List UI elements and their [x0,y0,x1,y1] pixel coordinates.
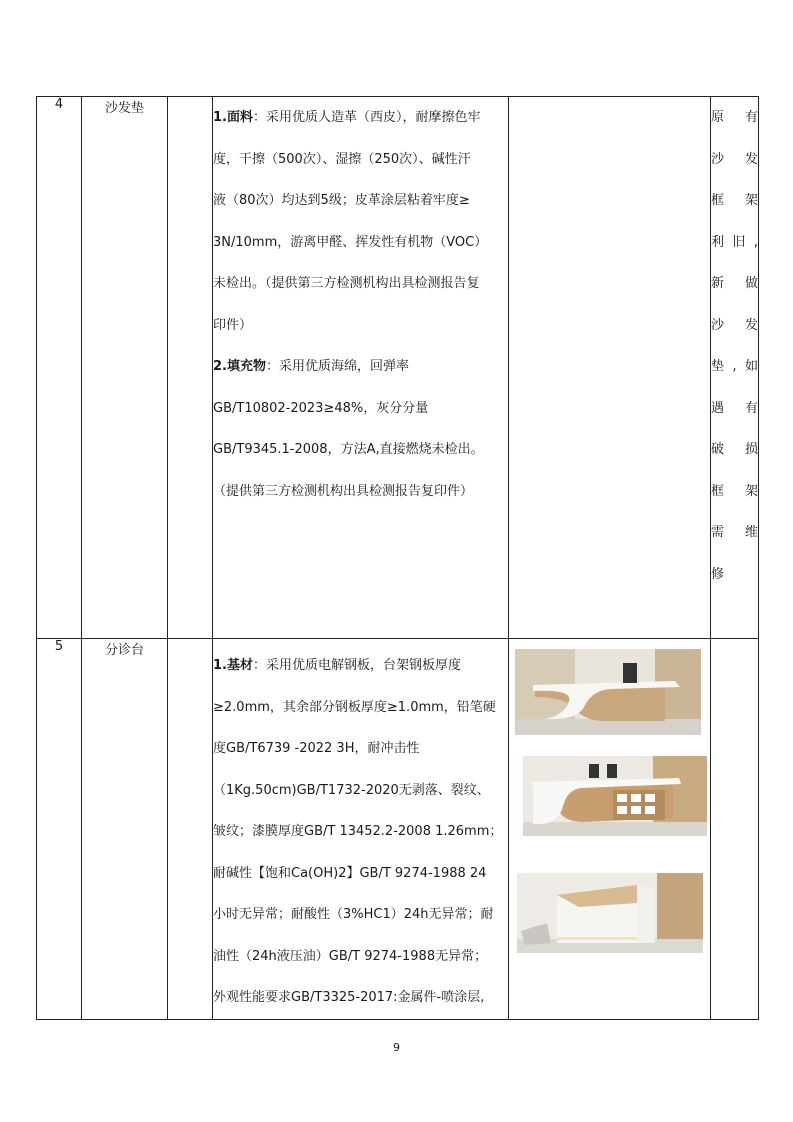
spec-line: GB/T10802-2023≥48%，灰分分量 [213,400,429,416]
spec-line: ≥2.0mm，其余部分钢板厚度≥1.0mm，铅笔硬 [213,699,496,715]
spec-cell [213,97,509,639]
note-cell [711,639,759,1020]
reception-desk-photo [515,649,701,735]
spec-line: 油性（24h液压油）GB/T 9274-1988无异常； [213,948,488,964]
spec-line: 1.面料：采用优质人造革（西皮），耐摩擦色牢 [213,110,481,125]
spec-line: （1Kg.50cm)GB/T1732-2020无剥落、裂纹、 [213,782,490,798]
spec-cell [213,639,509,1020]
reception-desk-photo [517,873,703,953]
empty-cell [168,97,213,639]
spec-line: 2.填充物：采用优质海绵，回弹率 [213,359,409,374]
table-row [37,639,759,1020]
item-name: 分诊台 [82,639,168,1020]
page-number: 9 [393,1041,400,1054]
spec-table [36,96,759,1020]
empty-cell [168,639,213,1020]
image-cell [509,97,711,639]
table-row [37,97,759,639]
spec-line: 小时无异常；耐酸性（3%HC1）24h无异常；耐 [213,907,494,922]
note-line: 破损 [711,442,758,457]
spec-line: GB/T9345.1-2008，方法A,直接燃烧未检出。 [213,442,484,457]
note-line: 利旧, [711,234,758,250]
spec-line: 耐碱性【饱和Ca(OH)2】GB/T 9274-1988 24 [213,865,487,881]
spec-line: 皱纹；漆膜厚度GB/T 13452.2-2008 1.26mm； [213,824,503,839]
spec-line: 外观性能要求GB/T3325-2017:金属件-喷涂层, [213,990,485,1005]
note-line: 沙发 [711,151,758,167]
spec-line: 液（80次）均达到5级；皮革涂层粘着牢度≥ [213,193,470,208]
note-line: 遇有 [711,400,758,416]
note-line: 修 [711,566,725,582]
note-line: 沙发 [711,317,758,333]
spec-line: （提供第三方检测机构出具检测报告复印件） [213,483,474,499]
note-line: 垫,如 [711,359,758,374]
spec-line: 印件） [213,317,253,333]
reception-desk-photo [523,756,707,836]
spec-line: 1.基材：采用优质电解钢板，台架钢板厚度 [213,658,461,673]
spec-line: 度GB/T6739 -2022 3H，耐冲击性 [213,741,420,756]
note-line: 原有 [711,110,758,125]
spec-line: 度，干擦（500次）、湿擦（250次）、碱性汗 [213,151,471,167]
note-line: 新做 [711,276,758,291]
item-number: 4 [37,97,82,639]
note-cell [711,97,759,639]
item-name: 沙发垫 [82,97,168,639]
spec-line: 3N/10mm，游离甲醛、挥发性有机物（VOC） [213,234,488,250]
image-cell [509,639,711,1020]
note-line: 框架 [711,193,758,208]
item-number: 5 [37,639,82,1020]
note-line: 框架 [711,483,758,499]
spec-line: 未检出。（提供第三方检测机构出具检测报告复 [213,276,480,291]
note-line: 需维 [711,525,758,540]
